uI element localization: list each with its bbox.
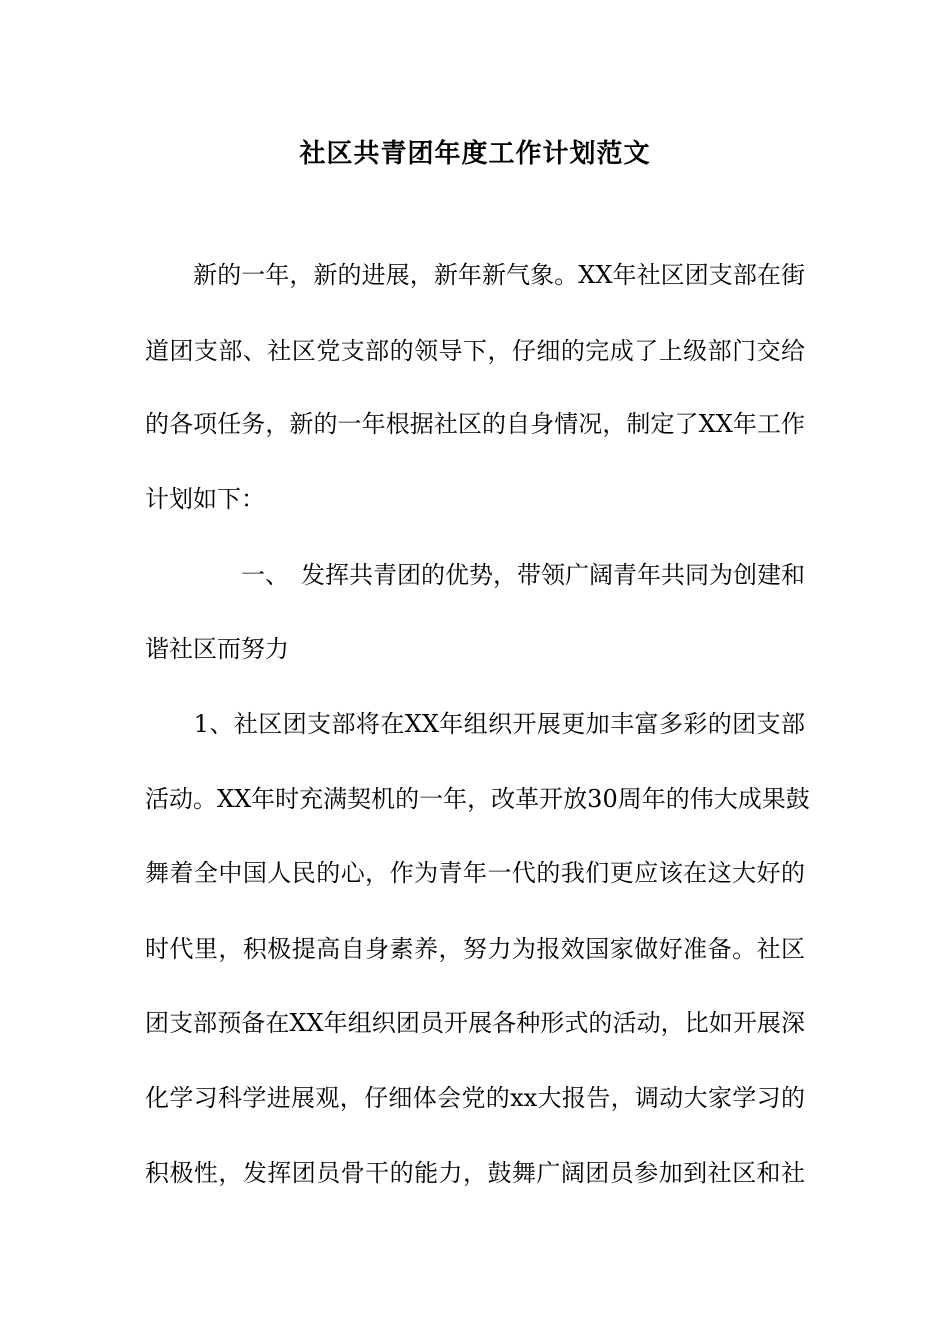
body-line-1: 新的一年，新的进展，新年新气象。XX年社区团支部在街 [145, 261, 805, 289]
body-line-12: 化学习科学进展观，仔细体会党的xx大报告，调动大家学习的 [145, 1084, 805, 1112]
body-line-3: 的各项任务，新的一年根据社区的自身情况，制定了XX年工作 [145, 410, 805, 438]
document-title: 社区共青团年度工作计划范文 [299, 139, 651, 169]
body-line-11: 团支部预备在XX年组织团员开展各种形式的活动，比如开展深 [145, 1009, 805, 1037]
body-line-13: 积极性，发挥团员骨干的能力，鼓舞广阔团员参加到社区和社 [145, 1159, 805, 1187]
section-heading-1-cont: 谐社区而努力 [145, 635, 289, 663]
body-line-7: 1、社区团支部将在XX年组织开展更加丰富多彩的团支部 [145, 710, 805, 738]
body-line-9: 舞着全中国人民的心，作为青年一代的我们更应该在这大好的 [145, 859, 805, 887]
body-line-4: 计划如下： [145, 485, 265, 513]
body-line-2: 道团支部、社区党支部的领导下，仔细的完成了上级部门交给 [145, 337, 805, 365]
body-line-8: 活动。XX年时充满契机的一年，改革开放30周年的伟大成果鼓 [145, 785, 810, 813]
section-heading-1: 一、 发挥共青团的优势，带领广阔青年共同为创建和 [145, 561, 805, 589]
body-line-10: 时代里，积极提高自身素养，努力为报效国家做好准备。社区 [145, 935, 805, 963]
